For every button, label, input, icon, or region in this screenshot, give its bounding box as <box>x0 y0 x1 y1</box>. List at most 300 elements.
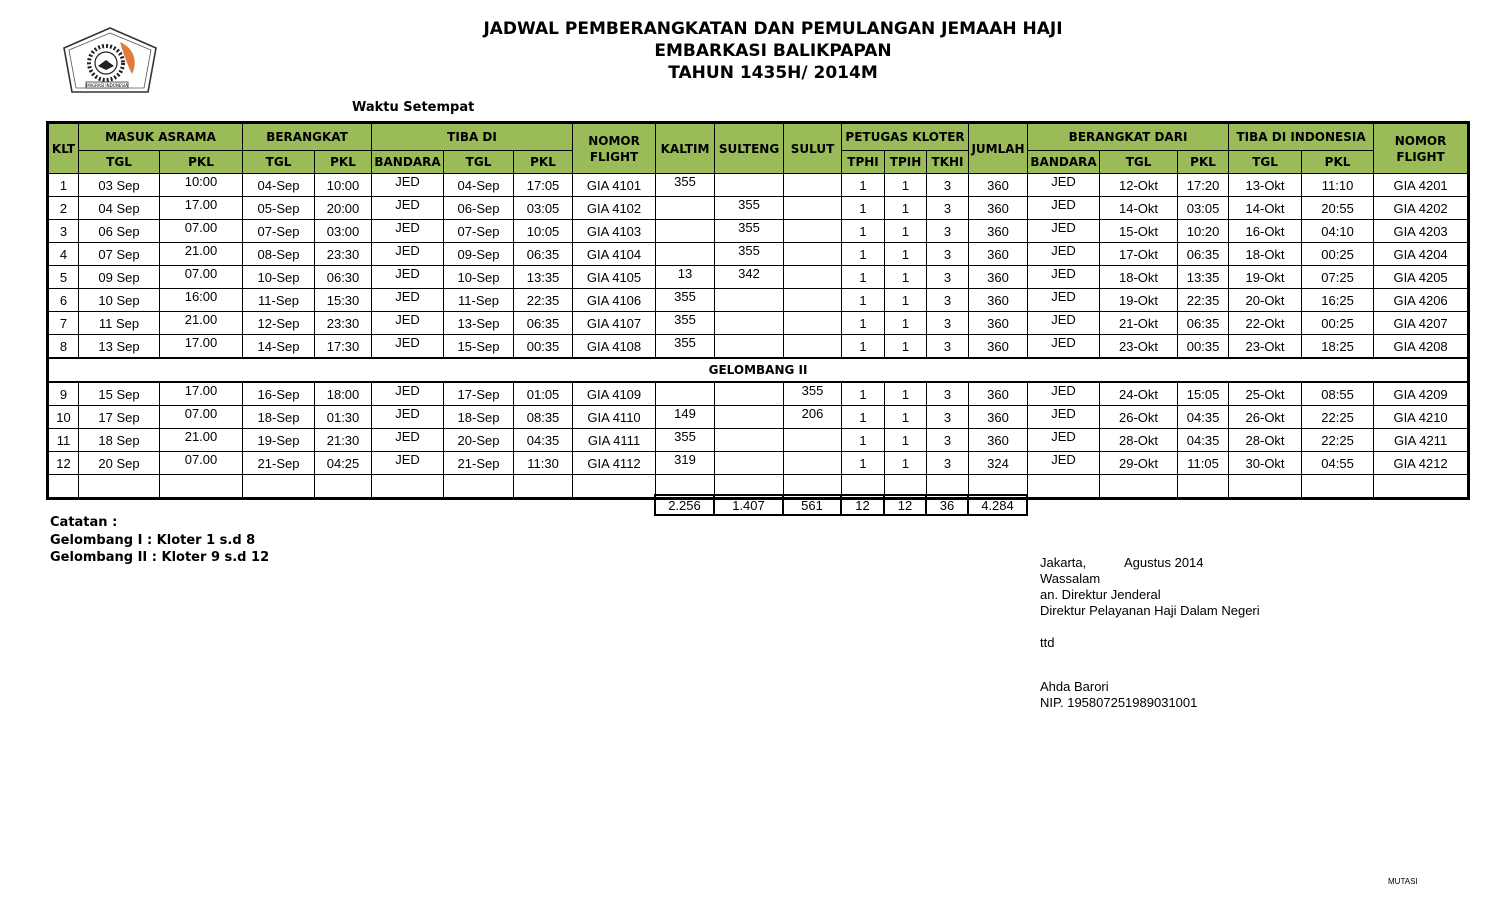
signature-greeting: Wassalam <box>1040 571 1101 586</box>
cell-dari-pkl: 17:20 <box>1178 174 1229 197</box>
cell-dari-tgl: 28-Okt <box>1100 429 1178 452</box>
header-pkl: PKL <box>1302 151 1374 174</box>
spacer-cell <box>1374 475 1469 499</box>
cell-sulteng <box>715 382 784 406</box>
cell-masuk-pkl: 21.00 <box>160 312 243 335</box>
cell-tiba-tgl: 06-Sep <box>444 197 514 220</box>
header-tphi: TPHI <box>842 151 885 174</box>
cell-tiba-indo-tgl: 22-Okt <box>1229 312 1302 335</box>
table-row <box>48 452 1469 475</box>
cell-dari-tgl: 12-Okt <box>1100 174 1178 197</box>
cell-dari-pkl: 22:35 <box>1178 289 1229 312</box>
cell-masuk-tgl: 18 Sep <box>79 429 160 452</box>
cell-nomor-flight: GIA 4106 <box>573 289 656 312</box>
spacer-cell <box>1178 475 1229 499</box>
cell-sulut <box>784 452 842 475</box>
header-tpih: TPIH <box>885 151 927 174</box>
cell-dari-bandara: JED <box>1028 197 1100 220</box>
header-bandara: BANDARA <box>1028 151 1100 174</box>
cell-jumlah: 360 <box>969 220 1028 243</box>
header-tkhi: TKHI <box>927 151 969 174</box>
cell-klt: 10 <box>48 406 79 429</box>
cell-sulteng <box>715 429 784 452</box>
cell-kaltim <box>656 243 715 266</box>
cell-masuk-tgl: 20 Sep <box>79 452 160 475</box>
cell-klt: 12 <box>48 452 79 475</box>
header-bandara: BANDARA <box>372 151 444 174</box>
table-row <box>48 429 1469 452</box>
cell-nomor-flight: GIA 4103 <box>573 220 656 243</box>
cell-jumlah: 360 <box>969 312 1028 335</box>
cell-klt: 1 <box>48 174 79 197</box>
cell-tkhi: 3 <box>927 406 969 429</box>
cell-masuk-pkl: 07.00 <box>160 406 243 429</box>
cell-tiba-tgl: 07-Sep <box>444 220 514 243</box>
table-row <box>48 174 1469 197</box>
cell-nomor-flight-return: GIA 4204 <box>1374 243 1469 266</box>
cell-tphi: 1 <box>842 335 885 359</box>
cell-berangkat-tgl: 04-Sep <box>243 174 315 197</box>
cell-tiba-indo-tgl: 25-Okt <box>1229 382 1302 406</box>
cell-tpih: 1 <box>885 220 927 243</box>
cell-dari-bandara: JED <box>1028 289 1100 312</box>
spacer-cell <box>79 475 160 499</box>
cell-tpih: 1 <box>885 266 927 289</box>
schedule-body <box>48 174 1469 499</box>
header-kaltim: KALTIM <box>656 123 715 174</box>
cell-tiba-pkl: 10:05 <box>514 220 573 243</box>
cell-tiba-bandara: JED <box>372 174 444 197</box>
document-title <box>400 18 1146 84</box>
cell-tphi: 1 <box>842 452 885 475</box>
cell-berangkat-tgl: 10-Sep <box>243 266 315 289</box>
cell-berangkat-pkl: 23:30 <box>315 243 372 266</box>
cell-tiba-indo-tgl: 30-Okt <box>1229 452 1302 475</box>
cell-tiba-indo-pkl: 18:25 <box>1302 335 1374 359</box>
cell-klt: 8 <box>48 335 79 359</box>
cell-nomor-flight: GIA 4112 <box>573 452 656 475</box>
cell-sulteng <box>715 406 784 429</box>
footer-mutasi: MUTASI <box>1388 877 1418 886</box>
cell-tkhi: 3 <box>927 174 969 197</box>
cell-nomor-flight: GIA 4108 <box>573 335 656 359</box>
total-kaltim: 2.256 <box>655 495 714 515</box>
header-berangkat: BERANGKAT <box>243 123 372 151</box>
cell-tiba-pkl: 06:35 <box>514 312 573 335</box>
cell-dari-pkl: 04:35 <box>1178 406 1229 429</box>
cell-tiba-indo-tgl: 16-Okt <box>1229 220 1302 243</box>
cell-tiba-indo-tgl: 18-Okt <box>1229 243 1302 266</box>
header-pkl: PKL <box>1178 151 1229 174</box>
cell-berangkat-tgl: 19-Sep <box>243 429 315 452</box>
cell-dari-bandara: JED <box>1028 220 1100 243</box>
header-sulut: SULUT <box>784 123 842 174</box>
cell-tiba-indo-pkl: 07:25 <box>1302 266 1374 289</box>
cell-jumlah: 360 <box>969 197 1028 220</box>
spacer-cell <box>315 475 372 499</box>
cell-sulut <box>784 335 842 359</box>
cell-klt: 5 <box>48 266 79 289</box>
cell-tiba-bandara: JED <box>372 312 444 335</box>
cell-tpih: 1 <box>885 312 927 335</box>
cell-sulteng: 355 <box>715 220 784 243</box>
cell-tkhi: 3 <box>927 243 969 266</box>
spacer-cell <box>573 475 656 499</box>
cell-tiba-indo-tgl: 28-Okt <box>1229 429 1302 452</box>
cell-klt: 6 <box>48 289 79 312</box>
cell-dari-tgl: 23-Okt <box>1100 335 1178 359</box>
cell-kaltim: 355 <box>656 335 715 359</box>
cell-sulteng <box>715 335 784 359</box>
cell-sulteng <box>715 312 784 335</box>
cell-tkhi: 3 <box>927 266 969 289</box>
cell-dari-tgl: 15-Okt <box>1100 220 1178 243</box>
totals-table <box>654 494 1028 516</box>
cell-masuk-pkl: 17.00 <box>160 382 243 406</box>
cell-tiba-pkl: 00:35 <box>514 335 573 359</box>
cell-berangkat-tgl: 14-Sep <box>243 335 315 359</box>
cell-dari-tgl: 17-Okt <box>1100 243 1178 266</box>
cell-tpih: 1 <box>885 382 927 406</box>
cell-dari-bandara: JED <box>1028 174 1100 197</box>
date-line <box>1040 555 1260 571</box>
cell-masuk-pkl: 16:00 <box>160 289 243 312</box>
cell-nomor-flight-return: GIA 4211 <box>1374 429 1469 452</box>
total-sulteng: 1.407 <box>714 495 783 515</box>
cell-berangkat-tgl: 18-Sep <box>243 406 315 429</box>
cell-tpih: 1 <box>885 243 927 266</box>
cell-tiba-tgl: 15-Sep <box>444 335 514 359</box>
signature-on-behalf: an. Direktur Jenderal <box>1040 587 1161 602</box>
spacer-cell <box>243 475 315 499</box>
cell-dari-pkl: 06:35 <box>1178 312 1229 335</box>
cell-dari-tgl: 14-Okt <box>1100 197 1178 220</box>
cell-tphi: 1 <box>842 429 885 452</box>
cell-sulteng <box>715 452 784 475</box>
cell-tiba-indo-pkl: 22:25 <box>1302 406 1374 429</box>
cell-tpih: 1 <box>885 406 927 429</box>
header-pkl: PKL <box>315 151 372 174</box>
cell-tpih: 1 <box>885 174 927 197</box>
cell-kaltim <box>656 220 715 243</box>
cell-kaltim: 355 <box>656 174 715 197</box>
header-tgl: TGL <box>1229 151 1302 174</box>
cell-tiba-pkl: 04:35 <box>514 429 573 452</box>
cell-tiba-tgl: 17-Sep <box>444 382 514 406</box>
cell-berangkat-tgl: 05-Sep <box>243 197 315 220</box>
cell-nomor-flight: GIA 4105 <box>573 266 656 289</box>
cell-dari-pkl: 03:05 <box>1178 197 1229 220</box>
cell-kaltim: 355 <box>656 289 715 312</box>
time-note: Waktu Setempat <box>352 100 475 115</box>
header-pkl: PKL <box>160 151 243 174</box>
spacer-cell <box>1100 475 1178 499</box>
cell-tkhi: 3 <box>927 220 969 243</box>
cell-tphi: 1 <box>842 382 885 406</box>
cell-tiba-pkl: 11:30 <box>514 452 573 475</box>
cell-tiba-pkl: 06:35 <box>514 243 573 266</box>
cell-tiba-bandara: JED <box>372 266 444 289</box>
cell-jumlah: 360 <box>969 266 1028 289</box>
cell-tphi: 1 <box>842 406 885 429</box>
cell-dari-bandara: JED <box>1028 452 1100 475</box>
cell-dari-bandara: JED <box>1028 243 1100 266</box>
cell-dari-tgl: 24-Okt <box>1100 382 1178 406</box>
cell-tiba-indo-pkl: 04:10 <box>1302 220 1374 243</box>
cell-kaltim: 319 <box>656 452 715 475</box>
notes-line-1: Gelombang I : Kloter 1 s.d 8 <box>50 532 256 548</box>
cell-berangkat-pkl: 18:00 <box>315 382 372 406</box>
cell-masuk-pkl: 17.00 <box>160 197 243 220</box>
table-row <box>48 382 1469 406</box>
schedule-table <box>46 121 1470 500</box>
cell-klt: 7 <box>48 312 79 335</box>
header-masuk-asrama: MASUK ASRAMA <box>79 123 243 151</box>
cell-tiba-pkl: 13:35 <box>514 266 573 289</box>
signature-nip: NIP. 195807251989031001 <box>1040 695 1198 710</box>
header-berangkat-dari: BERANGKAT DARI <box>1028 123 1229 151</box>
cell-jumlah: 360 <box>969 382 1028 406</box>
cell-berangkat-pkl: 06:30 <box>315 266 372 289</box>
cell-sulteng: 342 <box>715 266 784 289</box>
header-tgl: TGL <box>444 151 514 174</box>
cell-tiba-bandara: JED <box>372 382 444 406</box>
cell-tkhi: 3 <box>927 197 969 220</box>
cell-sulut: 355 <box>784 382 842 406</box>
header-nomor-flight-return: NOMOR FLIGHT <box>1374 123 1469 174</box>
cell-tphi: 1 <box>842 174 885 197</box>
cell-berangkat-pkl: 03:00 <box>315 220 372 243</box>
table-row <box>48 289 1469 312</box>
cell-masuk-pkl: 21.00 <box>160 243 243 266</box>
cell-kaltim: 149 <box>656 406 715 429</box>
svg-text:IMIGRASI INDONESIA: IMIGRASI INDONESIA <box>86 83 128 88</box>
cell-nomor-flight: GIA 4104 <box>573 243 656 266</box>
cell-masuk-pkl: 21.00 <box>160 429 243 452</box>
header-tgl: TGL <box>1100 151 1178 174</box>
header-jumlah: JUMLAH <box>969 123 1028 174</box>
cell-berangkat-pkl: 20:00 <box>315 197 372 220</box>
cell-kaltim: 355 <box>656 312 715 335</box>
cell-tiba-indo-tgl: 26-Okt <box>1229 406 1302 429</box>
cell-dari-pkl: 00:35 <box>1178 335 1229 359</box>
cell-tiba-tgl: 21-Sep <box>444 452 514 475</box>
cell-masuk-tgl: 13 Sep <box>79 335 160 359</box>
cell-nomor-flight: GIA 4110 <box>573 406 656 429</box>
cell-masuk-pkl: 17.00 <box>160 335 243 359</box>
cell-tiba-indo-pkl: 11:10 <box>1302 174 1374 197</box>
cell-dari-pkl: 04:35 <box>1178 429 1229 452</box>
cell-masuk-tgl: 06 Sep <box>79 220 160 243</box>
cell-dari-tgl: 26-Okt <box>1100 406 1178 429</box>
cell-sulut: 206 <box>784 406 842 429</box>
cell-nomor-flight-return: GIA 4205 <box>1374 266 1469 289</box>
gelombang-row <box>48 358 1469 382</box>
cell-masuk-tgl: 03 Sep <box>79 174 160 197</box>
cell-tiba-bandara: JED <box>372 289 444 312</box>
cell-tiba-pkl: 08:35 <box>514 406 573 429</box>
spacer-cell <box>514 475 573 499</box>
header-pkl: PKL <box>514 151 573 174</box>
cell-sulut <box>784 266 842 289</box>
cell-sulut <box>784 243 842 266</box>
cell-berangkat-pkl: 10:00 <box>315 174 372 197</box>
cell-tiba-bandara: JED <box>372 243 444 266</box>
cell-berangkat-pkl: 21:30 <box>315 429 372 452</box>
cell-tiba-pkl: 22:35 <box>514 289 573 312</box>
cell-tiba-bandara: JED <box>372 429 444 452</box>
title-line-2: EMBARKASI BALIKPAPAN <box>654 41 892 61</box>
cell-jumlah: 360 <box>969 406 1028 429</box>
cell-dari-bandara: JED <box>1028 382 1100 406</box>
cell-masuk-pkl: 10:00 <box>160 174 243 197</box>
cell-dari-pkl: 10:20 <box>1178 220 1229 243</box>
header-sulteng: SULTENG <box>715 123 784 174</box>
cell-tiba-pkl: 17:05 <box>514 174 573 197</box>
signature-name: Ahda Barori <box>1040 679 1109 694</box>
cell-tiba-indo-tgl: 19-Okt <box>1229 266 1302 289</box>
cell-berangkat-tgl: 16-Sep <box>243 382 315 406</box>
cell-dari-pkl: 13:35 <box>1178 266 1229 289</box>
cell-masuk-pkl: 07.00 <box>160 220 243 243</box>
cell-masuk-pkl: 07.00 <box>160 452 243 475</box>
table-row <box>48 312 1469 335</box>
cell-sulteng: 355 <box>715 243 784 266</box>
cell-nomor-flight: GIA 4109 <box>573 382 656 406</box>
cell-nomor-flight-return: GIA 4209 <box>1374 382 1469 406</box>
cell-tiba-pkl: 01:05 <box>514 382 573 406</box>
cell-dari-pkl: 11:05 <box>1178 452 1229 475</box>
cell-nomor-flight: GIA 4111 <box>573 429 656 452</box>
cell-masuk-tgl: 04 Sep <box>79 197 160 220</box>
cell-masuk-tgl: 15 Sep <box>79 382 160 406</box>
cell-kaltim <box>656 382 715 406</box>
cell-sulteng: 355 <box>715 197 784 220</box>
cell-dari-bandara: JED <box>1028 335 1100 359</box>
cell-tkhi: 3 <box>927 452 969 475</box>
cell-klt: 4 <box>48 243 79 266</box>
cell-nomor-flight: GIA 4102 <box>573 197 656 220</box>
cell-dari-tgl: 29-Okt <box>1100 452 1178 475</box>
cell-klt: 9 <box>48 382 79 406</box>
cell-tkhi: 3 <box>927 382 969 406</box>
cell-berangkat-tgl: 12-Sep <box>243 312 315 335</box>
spacer-cell <box>160 475 243 499</box>
cell-tiba-indo-tgl: 14-Okt <box>1229 197 1302 220</box>
cell-tiba-tgl: 09-Sep <box>444 243 514 266</box>
cell-nomor-flight-return: GIA 4208 <box>1374 335 1469 359</box>
signature-ttd: ttd <box>1040 635 1055 650</box>
cell-tiba-indo-pkl: 00:25 <box>1302 312 1374 335</box>
cell-masuk-tgl: 17 Sep <box>79 406 160 429</box>
notes-title: Catatan : <box>50 515 118 530</box>
total-tpih: 12 <box>884 495 926 515</box>
cell-tiba-indo-pkl: 00:25 <box>1302 243 1374 266</box>
cell-dari-bandara: JED <box>1028 429 1100 452</box>
cell-tkhi: 3 <box>927 429 969 452</box>
cell-berangkat-tgl: 11-Sep <box>243 289 315 312</box>
cell-kaltim <box>656 197 715 220</box>
spacer-cell <box>372 475 444 499</box>
cell-nomor-flight-return: GIA 4207 <box>1374 312 1469 335</box>
cell-jumlah: 360 <box>969 174 1028 197</box>
cell-tiba-indo-tgl: 13-Okt <box>1229 174 1302 197</box>
cell-sulut <box>784 174 842 197</box>
cell-nomor-flight-return: GIA 4201 <box>1374 174 1469 197</box>
header-tgl: TGL <box>243 151 315 174</box>
cell-berangkat-tgl: 08-Sep <box>243 243 315 266</box>
cell-tiba-bandara: JED <box>372 220 444 243</box>
cell-tiba-indo-pkl: 04:55 <box>1302 452 1374 475</box>
cell-dari-tgl: 18-Okt <box>1100 266 1178 289</box>
cell-klt: 2 <box>48 197 79 220</box>
cell-tiba-tgl: 20-Sep <box>444 429 514 452</box>
table-row <box>48 197 1469 220</box>
cell-jumlah: 360 <box>969 335 1028 359</box>
cell-kaltim: 13 <box>656 266 715 289</box>
cell-tkhi: 3 <box>927 312 969 335</box>
cell-dari-bandara: JED <box>1028 312 1100 335</box>
cell-dari-bandara: JED <box>1028 266 1100 289</box>
cell-tiba-indo-pkl: 16:25 <box>1302 289 1374 312</box>
spacer-cell <box>1229 475 1302 499</box>
cell-jumlah: 324 <box>969 452 1028 475</box>
cell-masuk-tgl: 11 Sep <box>79 312 160 335</box>
spacer-cell <box>444 475 514 499</box>
cell-nomor-flight-return: GIA 4210 <box>1374 406 1469 429</box>
cell-tkhi: 3 <box>927 289 969 312</box>
cell-nomor-flight-return: GIA 4206 <box>1374 289 1469 312</box>
header-tgl: TGL <box>79 151 160 174</box>
cell-tphi: 1 <box>842 197 885 220</box>
ministry-logo <box>62 26 158 96</box>
notes <box>50 514 269 567</box>
cell-sulut <box>784 220 842 243</box>
cell-tpih: 1 <box>885 452 927 475</box>
cell-nomor-flight-return: GIA 4203 <box>1374 220 1469 243</box>
cell-kaltim: 355 <box>656 429 715 452</box>
cell-tphi: 1 <box>842 243 885 266</box>
cell-tiba-bandara: JED <box>372 335 444 359</box>
signature-position: Direktur Pelayanan Haji Dalam Negeri <box>1040 603 1260 618</box>
cell-tiba-pkl: 03:05 <box>514 197 573 220</box>
total-tphi: 12 <box>841 495 884 515</box>
cell-dari-tgl: 21-Okt <box>1100 312 1178 335</box>
cell-nomor-flight-return: GIA 4202 <box>1374 197 1469 220</box>
cell-jumlah: 360 <box>969 429 1028 452</box>
cell-berangkat-pkl: 23:30 <box>315 312 372 335</box>
cell-tiba-indo-tgl: 23-Okt <box>1229 335 1302 359</box>
cell-sulut <box>784 312 842 335</box>
cell-tiba-indo-pkl: 22:25 <box>1302 429 1374 452</box>
cell-sulut <box>784 289 842 312</box>
cell-masuk-tgl: 09 Sep <box>79 266 160 289</box>
total-tkhi: 36 <box>926 495 968 515</box>
header-klt: KLT <box>48 123 79 174</box>
cell-nomor-flight-return: GIA 4212 <box>1374 452 1469 475</box>
cell-tiba-tgl: 10-Sep <box>444 266 514 289</box>
cell-tiba-bandara: JED <box>372 452 444 475</box>
signature-date: Agustus 2014 <box>1124 555 1204 570</box>
cell-tphi: 1 <box>842 220 885 243</box>
cell-tiba-tgl: 13-Sep <box>444 312 514 335</box>
cell-berangkat-pkl: 15:30 <box>315 289 372 312</box>
cell-tphi: 1 <box>842 266 885 289</box>
cell-berangkat-pkl: 17:30 <box>315 335 372 359</box>
cell-tiba-tgl: 18-Sep <box>444 406 514 429</box>
cell-masuk-tgl: 10 Sep <box>79 289 160 312</box>
cell-berangkat-pkl: 01:30 <box>315 406 372 429</box>
